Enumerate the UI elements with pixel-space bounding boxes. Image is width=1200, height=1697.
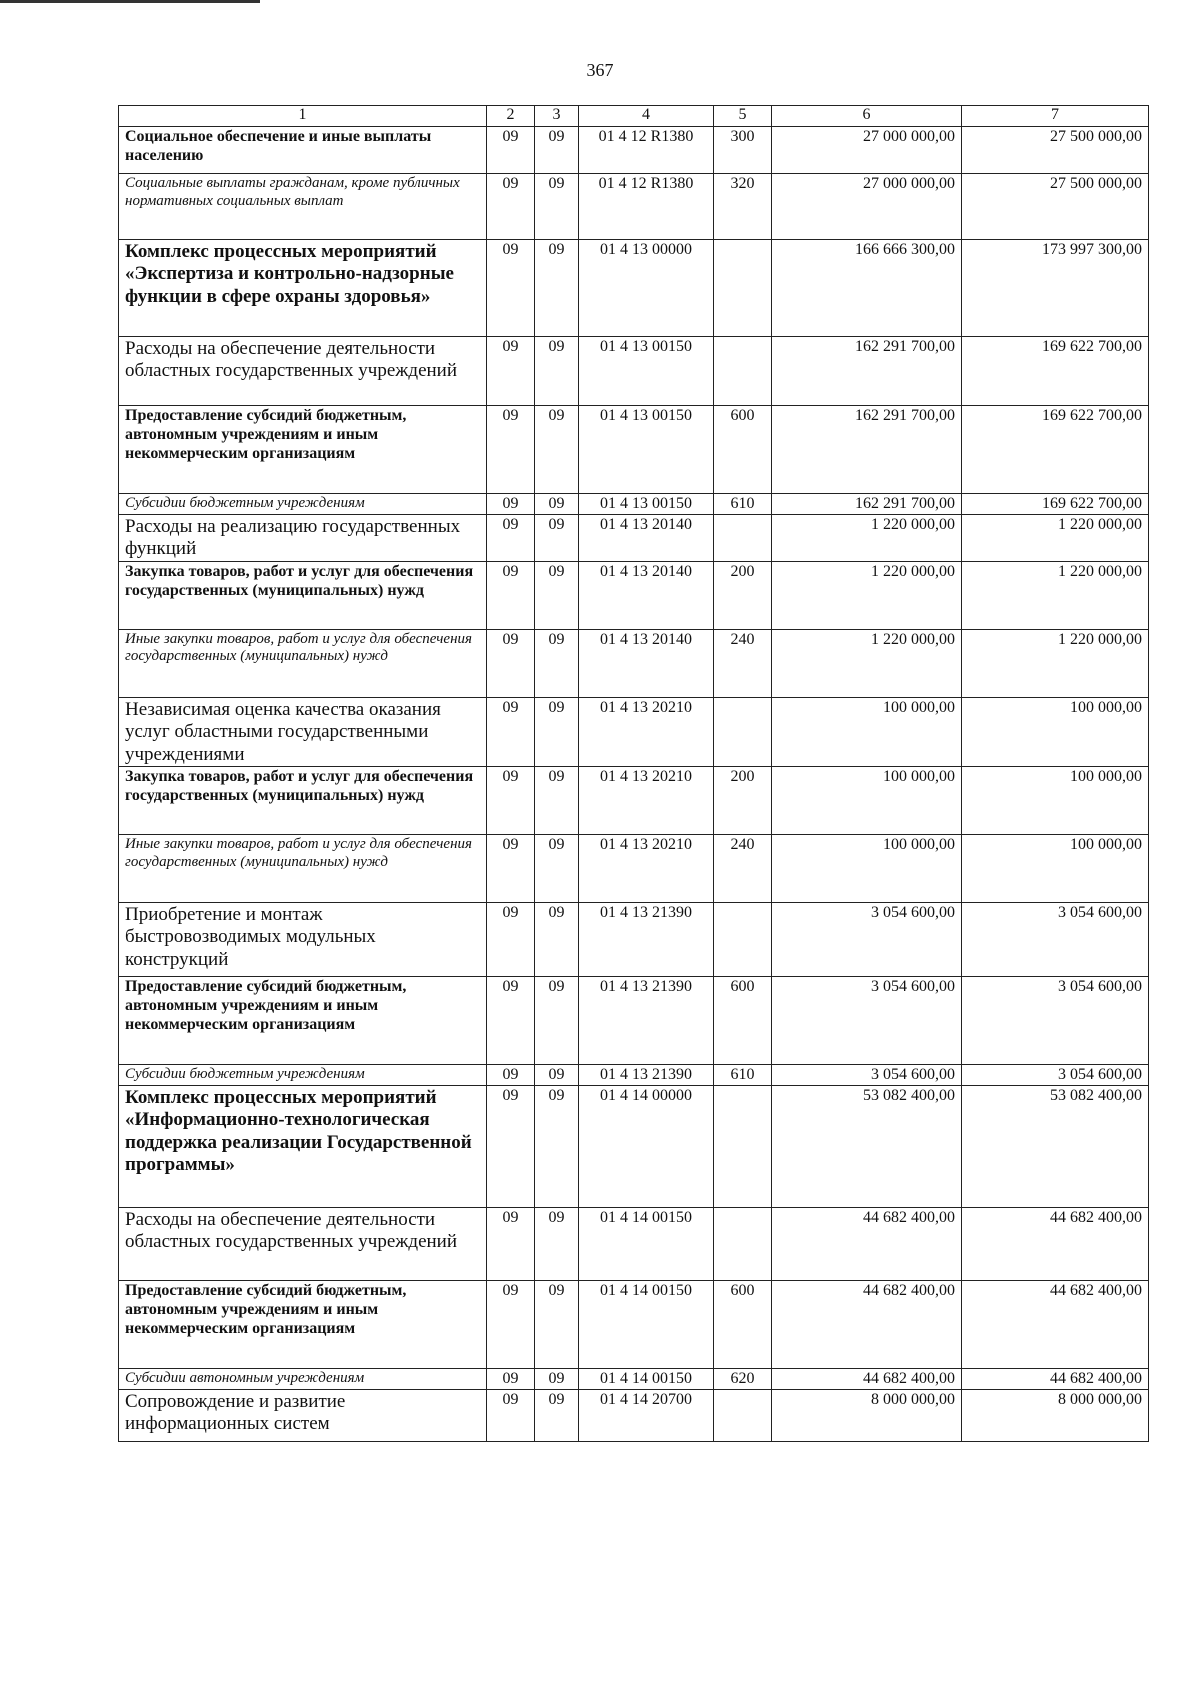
row-amount-year1: 44 682 400,00	[772, 1368, 962, 1389]
column-header: 6	[772, 106, 962, 127]
row-description: Иные закупки товаров, работ и услуг для обеспечения государственных (муниципальных) нужд	[119, 834, 487, 902]
column-header: 5	[714, 106, 772, 127]
row-expense-type	[714, 1207, 772, 1280]
row-amount-year1: 3 054 600,00	[772, 1064, 962, 1085]
row-section-code: 09	[487, 514, 535, 561]
row-subsection-code: 09	[535, 976, 579, 1064]
row-expense-type	[714, 514, 772, 561]
row-expense-type: 200	[714, 766, 772, 834]
row-amount-year2: 44 682 400,00	[962, 1280, 1149, 1368]
row-amount-year2: 169 622 700,00	[962, 337, 1149, 406]
row-section-code: 09	[487, 697, 535, 766]
row-section-code: 09	[487, 1207, 535, 1280]
row-target-article: 01 4 14 00150	[579, 1207, 714, 1280]
row-expense-type: 600	[714, 976, 772, 1064]
row-amount-year2: 27 500 000,00	[962, 174, 1149, 240]
table-row	[119, 494, 1149, 515]
row-expense-type	[714, 697, 772, 766]
row-expense-type: 300	[714, 127, 772, 174]
row-amount-year2: 1 220 000,00	[962, 514, 1149, 561]
table-row	[119, 561, 1149, 629]
row-expense-type: 200	[714, 561, 772, 629]
table-row	[119, 629, 1149, 697]
row-section-code: 09	[487, 337, 535, 406]
row-amount-year1: 100 000,00	[772, 834, 962, 902]
row-target-article: 01 4 13 21390	[579, 1064, 714, 1085]
row-section-code: 09	[487, 629, 535, 697]
row-section-code: 09	[487, 1389, 535, 1441]
row-subsection-code: 09	[535, 697, 579, 766]
row-description: Комплекс процессных мероприятий «Экспертиза и контрольно-надзорные функции в сфере охраны здоровья»	[119, 240, 487, 337]
row-subsection-code: 09	[535, 561, 579, 629]
row-subsection-code: 09	[535, 834, 579, 902]
row-amount-year2: 3 054 600,00	[962, 902, 1149, 976]
row-subsection-code: 09	[535, 494, 579, 515]
row-section-code: 09	[487, 1085, 535, 1207]
row-amount-year2: 1 220 000,00	[962, 629, 1149, 697]
row-description: Предоставление субсидий бюджетным, автономным учреждениям и иным некоммерческим организациям	[119, 406, 487, 494]
row-target-article: 01 4 13 00150	[579, 494, 714, 515]
row-amount-year1: 27 000 000,00	[772, 174, 962, 240]
table-row	[119, 697, 1149, 766]
row-target-article: 01 4 12 R1380	[579, 127, 714, 174]
row-expense-type: 240	[714, 629, 772, 697]
row-amount-year2: 1 220 000,00	[962, 561, 1149, 629]
row-target-article: 01 4 13 20210	[579, 834, 714, 902]
row-target-article: 01 4 13 20210	[579, 697, 714, 766]
row-subsection-code: 09	[535, 174, 579, 240]
row-target-article: 01 4 13 20140	[579, 561, 714, 629]
row-amount-year2: 44 682 400,00	[962, 1368, 1149, 1389]
row-subsection-code: 09	[535, 406, 579, 494]
table-row	[119, 766, 1149, 834]
table-row	[119, 1389, 1149, 1441]
row-description: Приобретение и монтаж быстровозводимых модульных конструкций	[119, 902, 487, 976]
row-amount-year1: 162 291 700,00	[772, 406, 962, 494]
row-target-article: 01 4 14 00000	[579, 1085, 714, 1207]
row-amount-year1: 166 666 300,00	[772, 240, 962, 337]
budget-table	[118, 105, 1149, 1442]
row-description: Субсидии автономным учреждениям	[119, 1368, 487, 1389]
row-expense-type: 320	[714, 174, 772, 240]
row-amount-year2: 100 000,00	[962, 766, 1149, 834]
row-target-article: 01 4 13 21390	[579, 902, 714, 976]
row-section-code: 09	[487, 976, 535, 1064]
row-target-article: 01 4 13 21390	[579, 976, 714, 1064]
row-amount-year2: 100 000,00	[962, 697, 1149, 766]
row-subsection-code: 09	[535, 337, 579, 406]
column-header: 2	[487, 106, 535, 127]
table-row	[119, 514, 1149, 561]
row-section-code: 09	[487, 1368, 535, 1389]
table-header-row	[119, 106, 1149, 127]
table-row	[119, 976, 1149, 1064]
row-section-code: 09	[487, 834, 535, 902]
row-description: Закупка товаров, работ и услуг для обеспечения государственных (муниципальных) нужд	[119, 561, 487, 629]
row-subsection-code: 09	[535, 629, 579, 697]
table-row	[119, 902, 1149, 976]
row-target-article: 01 4 13 00150	[579, 406, 714, 494]
row-description: Субсидии бюджетным учреждениям	[119, 1064, 487, 1085]
row-amount-year1: 8 000 000,00	[772, 1389, 962, 1441]
row-amount-year1: 162 291 700,00	[772, 494, 962, 515]
row-description: Сопровождение и развитие информационных систем	[119, 1389, 487, 1441]
row-expense-type: 620	[714, 1368, 772, 1389]
column-header: 4	[579, 106, 714, 127]
row-description: Расходы на обеспечение деятельности областных государственных учреждений	[119, 1207, 487, 1280]
row-expense-type: 610	[714, 494, 772, 515]
row-description: Социальное обеспечение и иные выплаты населению	[119, 127, 487, 174]
row-section-code: 09	[487, 240, 535, 337]
row-expense-type	[714, 1085, 772, 1207]
table-row	[119, 240, 1149, 337]
row-target-article: 01 4 13 20210	[579, 766, 714, 834]
row-description: Комплекс процессных мероприятий «Информационно-технологическая поддержка реализации Государственной программы»	[119, 1085, 487, 1207]
row-amount-year2: 3 054 600,00	[962, 1064, 1149, 1085]
table-row	[119, 174, 1149, 240]
row-target-article: 01 4 13 00150	[579, 337, 714, 406]
row-amount-year1: 44 682 400,00	[772, 1207, 962, 1280]
row-section-code: 09	[487, 766, 535, 834]
row-subsection-code: 09	[535, 1368, 579, 1389]
table-row	[119, 127, 1149, 174]
row-section-code: 09	[487, 127, 535, 174]
table-row	[119, 834, 1149, 902]
row-subsection-code: 09	[535, 766, 579, 834]
row-amount-year1: 1 220 000,00	[772, 514, 962, 561]
row-subsection-code: 09	[535, 1085, 579, 1207]
row-section-code: 09	[487, 494, 535, 515]
row-expense-type	[714, 337, 772, 406]
row-amount-year1: 3 054 600,00	[772, 976, 962, 1064]
row-section-code: 09	[487, 1280, 535, 1368]
row-section-code: 09	[487, 174, 535, 240]
row-section-code: 09	[487, 902, 535, 976]
table-row	[119, 1064, 1149, 1085]
table-body	[119, 106, 1149, 1442]
row-subsection-code: 09	[535, 902, 579, 976]
row-section-code: 09	[487, 561, 535, 629]
column-header: 3	[535, 106, 579, 127]
row-target-article: 01 4 14 00150	[579, 1280, 714, 1368]
row-subsection-code: 09	[535, 1207, 579, 1280]
row-description: Предоставление субсидий бюджетным, автономным учреждениям и иным некоммерческим организациям	[119, 1280, 487, 1368]
row-subsection-code: 09	[535, 1064, 579, 1085]
row-description: Предоставление субсидий бюджетным, автономным учреждениям и иным некоммерческим организациям	[119, 976, 487, 1064]
row-target-article: 01 4 13 00000	[579, 240, 714, 337]
row-subsection-code: 09	[535, 1280, 579, 1368]
row-amount-year2: 100 000,00	[962, 834, 1149, 902]
row-amount-year2: 53 082 400,00	[962, 1085, 1149, 1207]
row-amount-year1: 1 220 000,00	[772, 629, 962, 697]
row-amount-year1: 162 291 700,00	[772, 337, 962, 406]
row-amount-year2: 8 000 000,00	[962, 1389, 1149, 1441]
row-amount-year1: 44 682 400,00	[772, 1280, 962, 1368]
row-description: Расходы на реализацию государственных функций	[119, 514, 487, 561]
row-description: Расходы на обеспечение деятельности областных государственных учреждений	[119, 337, 487, 406]
table-row	[119, 1085, 1149, 1207]
row-amount-year2: 173 997 300,00	[962, 240, 1149, 337]
row-section-code: 09	[487, 406, 535, 494]
row-subsection-code: 09	[535, 240, 579, 337]
column-header: 1	[119, 106, 487, 127]
row-target-article: 01 4 12 R1380	[579, 174, 714, 240]
row-amount-year1: 100 000,00	[772, 697, 962, 766]
row-section-code: 09	[487, 1064, 535, 1085]
row-amount-year1: 3 054 600,00	[772, 902, 962, 976]
row-amount-year1: 100 000,00	[772, 766, 962, 834]
row-expense-type: 610	[714, 1064, 772, 1085]
row-expense-type: 600	[714, 406, 772, 494]
scan-edge-mark	[0, 0, 260, 3]
row-amount-year1: 53 082 400,00	[772, 1085, 962, 1207]
row-target-article: 01 4 13 20140	[579, 629, 714, 697]
row-expense-type	[714, 902, 772, 976]
row-amount-year2: 169 622 700,00	[962, 494, 1149, 515]
row-description: Субсидии бюджетным учреждениям	[119, 494, 487, 515]
row-description: Закупка товаров, работ и услуг для обеспечения государственных (муниципальных) нужд	[119, 766, 487, 834]
table-row	[119, 1368, 1149, 1389]
row-amount-year2: 169 622 700,00	[962, 406, 1149, 494]
row-target-article: 01 4 14 20700	[579, 1389, 714, 1441]
row-expense-type: 240	[714, 834, 772, 902]
row-description: Социальные выплаты гражданам, кроме публичных нормативных социальных выплат	[119, 174, 487, 240]
row-amount-year1: 1 220 000,00	[772, 561, 962, 629]
table-row	[119, 1207, 1149, 1280]
table-row	[119, 406, 1149, 494]
table-row	[119, 1280, 1149, 1368]
row-subsection-code: 09	[535, 127, 579, 174]
row-description: Иные закупки товаров, работ и услуг для обеспечения государственных (муниципальных) нужд	[119, 629, 487, 697]
column-header: 7	[962, 106, 1149, 127]
row-amount-year2: 3 054 600,00	[962, 976, 1149, 1064]
row-expense-type: 600	[714, 1280, 772, 1368]
row-description: Независимая оценка качества оказания услуг областными государственными учреждениями	[119, 697, 487, 766]
row-expense-type	[714, 1389, 772, 1441]
row-amount-year2: 44 682 400,00	[962, 1207, 1149, 1280]
row-amount-year2: 27 500 000,00	[962, 127, 1149, 174]
page-number: 367	[586, 60, 614, 80]
row-target-article: 01 4 14 00150	[579, 1368, 714, 1389]
row-expense-type	[714, 240, 772, 337]
row-subsection-code: 09	[535, 514, 579, 561]
row-amount-year1: 27 000 000,00	[772, 127, 962, 174]
row-target-article: 01 4 13 20140	[579, 514, 714, 561]
row-subsection-code: 09	[535, 1389, 579, 1441]
table-row	[119, 337, 1149, 406]
